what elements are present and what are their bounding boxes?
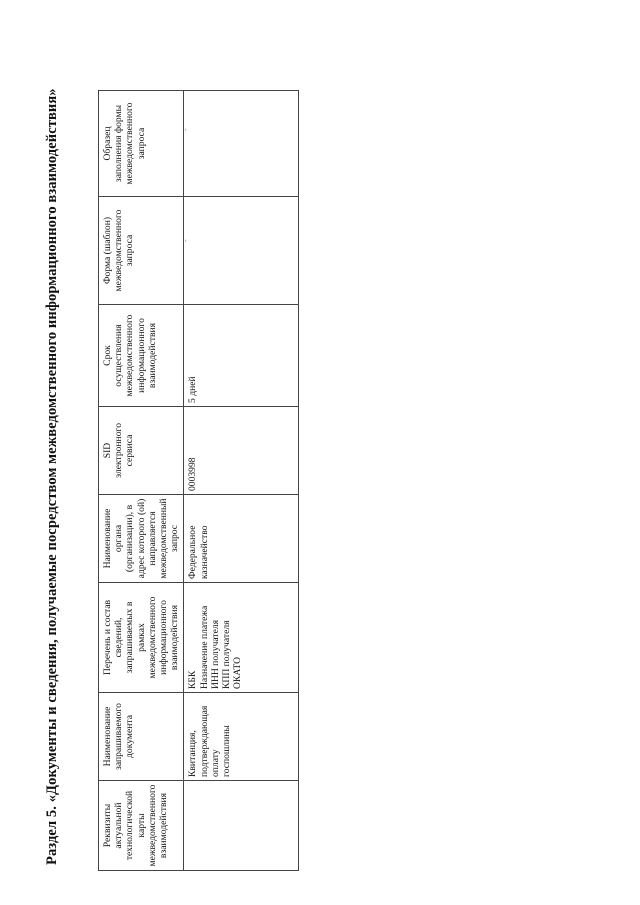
header-line: Наименование [102, 706, 113, 767]
header-line: органа [113, 524, 125, 553]
header-line: карты [135, 813, 147, 838]
header-line: запрашиваемых в [124, 601, 136, 674]
header-line: адрес которого (ой) [135, 498, 147, 579]
cell-line: ОКАТО [232, 656, 244, 689]
header-line: заполнения формы [113, 104, 125, 183]
header-line: запрос [169, 524, 181, 553]
header-cell-document-name [99, 693, 184, 781]
header-line: направляется [146, 511, 158, 566]
header-line: Срок [102, 345, 113, 366]
header-line: взаимодействия [146, 322, 158, 389]
header-cell-service-sid [99, 407, 184, 495]
header-line: Перечень и состав [102, 599, 113, 676]
cell-line: КБК [187, 670, 199, 689]
header-line: (организации), в [124, 504, 136, 573]
header-line: Наименование [102, 508, 113, 569]
cell-line: Федеральное [187, 525, 199, 579]
header-line: межведомственного [124, 314, 136, 397]
header-line: запроса [124, 234, 136, 267]
cell-line: казначейство [198, 525, 210, 579]
interaction-table [98, 90, 299, 871]
header-line: SID [102, 442, 113, 459]
cell-term [184, 305, 299, 407]
cell-document-name [184, 693, 299, 781]
header-cell-form-sample [99, 91, 184, 197]
header-line: межведомственного [113, 209, 125, 292]
header-line: взаимодействия [169, 604, 181, 671]
cell-requested-info [184, 583, 299, 693]
dash-mark: - [181, 128, 190, 131]
header-line: Реквизиты [102, 803, 113, 848]
header-line: межведомственный [158, 498, 170, 579]
cell-line: КПП получателя [221, 620, 233, 689]
dash-mark: - [181, 239, 190, 242]
header-cell-card-details [99, 781, 184, 871]
table-row [184, 91, 299, 871]
cell-form-sample [184, 91, 299, 197]
header-line: взаимодействия [158, 792, 170, 859]
cell-line: ИНН получателя [209, 619, 221, 689]
header-line: информационного [158, 600, 170, 675]
header-line: документа [124, 715, 136, 758]
header-line: рамках [135, 623, 147, 652]
cell-service-sid [184, 407, 299, 495]
header-line: межведомственного [124, 102, 136, 185]
cell-card-details [184, 781, 299, 871]
header-line: технологической [124, 790, 136, 861]
section-title: Раздел 5. «Документы и сведения, получаемые посредством межведомственного информационного взаимодействия» [44, 88, 60, 865]
cell-request-form [184, 197, 299, 305]
cell-line: Квитанция, [187, 730, 199, 777]
header-cell-requested-info [99, 583, 184, 693]
header-cell-authority-name [99, 495, 184, 583]
header-line: информационного [135, 318, 147, 393]
header-row [99, 91, 184, 871]
cell-line: 0003998 [187, 457, 199, 491]
header-line: Образец [102, 126, 113, 161]
header-cell-term [99, 305, 184, 407]
header-cell-request-form [99, 197, 184, 305]
header-line: сервиса [124, 434, 136, 467]
header-line: осуществления [113, 324, 125, 387]
cell-authority-name [184, 495, 299, 583]
header-line: Форма (шаблон) [102, 216, 113, 285]
cell-line: госпошлины [221, 725, 233, 777]
cell-line: подтверждающая [198, 705, 210, 777]
header-line: межведомственного [146, 596, 158, 679]
header-line: актуальной [113, 802, 125, 849]
cell-line: Назначение платежа [198, 605, 210, 689]
header-line: межведомственного [146, 784, 158, 867]
dash-mark: - [179, 778, 188, 781]
cell-line: оплату [209, 749, 221, 777]
header-line: электронного [113, 423, 125, 478]
header-line: запрашиваемого [113, 703, 125, 770]
header-line: запроса [135, 127, 147, 160]
header-line: сведений, [113, 617, 125, 658]
cell-line: 5 дней [187, 376, 199, 403]
